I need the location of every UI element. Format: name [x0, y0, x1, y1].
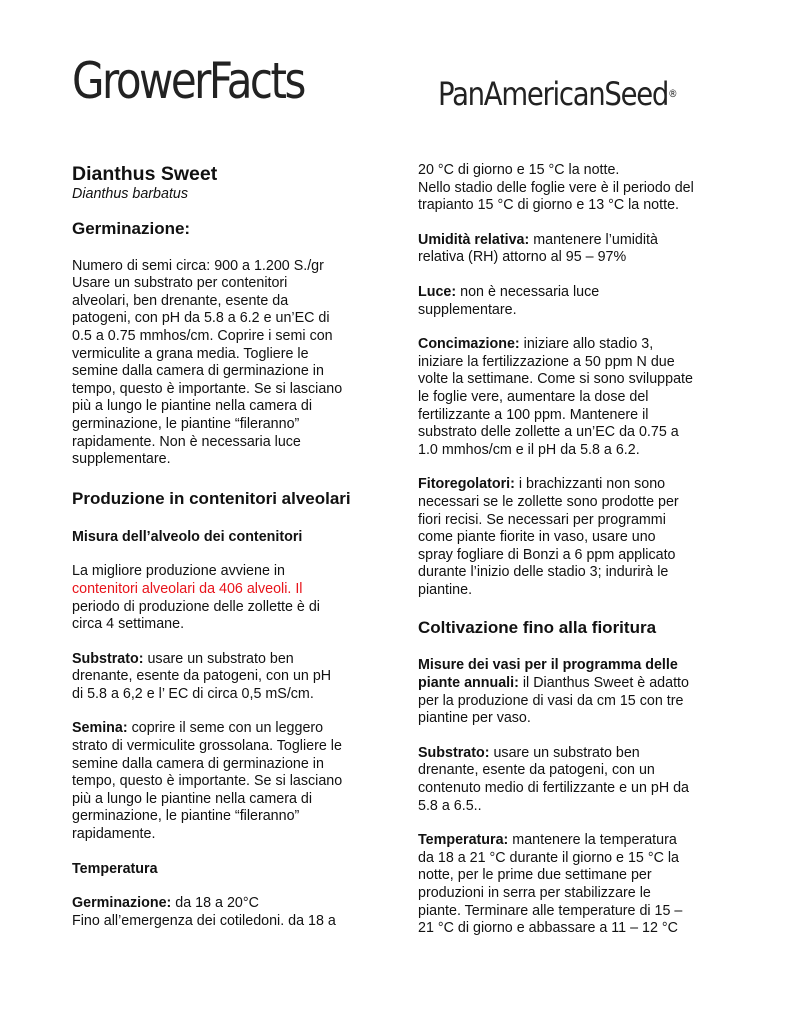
text-line: rapidamente.	[72, 826, 156, 843]
text-line: il Dianthus Sweet è adatto	[518, 675, 689, 692]
text-line: La migliore produzione avviene in	[72, 563, 285, 580]
substrate-label: Substrato:	[72, 650, 144, 667]
text-line: piante. Terminare alle temperature di 15 –	[418, 902, 683, 919]
text-line: non è necessaria luce	[456, 283, 600, 300]
text-line: più a lungo le piantine nella camera di	[72, 790, 313, 807]
finish-substrate-paragraph	[418, 745, 738, 815]
humidity-paragraph	[418, 232, 738, 267]
text-line: circa 4 settimane.	[72, 616, 185, 633]
text-line: Numero di semi circa: 900 a 1.200 S./gr	[72, 257, 324, 274]
text-line: piantine per vaso.	[418, 710, 531, 727]
sowing-paragraph	[72, 720, 380, 843]
growerfacts-logo: GrowerFacts	[72, 52, 304, 110]
pot-size-label: Misure dei vasi per il programma delle	[418, 657, 678, 674]
germination-temperature-paragraph	[72, 895, 380, 930]
cell-size-heading: Misura dell’alveolo dei contenitori	[72, 528, 303, 545]
text-line: 21 °C di giorno e abbassare a 11 – 12 °C	[418, 920, 678, 937]
text-line: contenuto medio di fertilizzante e un pH da	[418, 780, 690, 797]
plug-production-heading: Produzione in contenitori alveolari	[72, 488, 351, 508]
text-line: fiori recisi. Se necessari per programmi	[418, 511, 666, 528]
text-line: spray fogliare di Bonzi a 6 ppm applicato	[418, 546, 676, 563]
light-label: Luce:	[418, 283, 457, 300]
pot-size-label-end: piante annuali:	[418, 675, 519, 692]
text-line: le foglie vere, aumentare la dose del	[418, 388, 649, 405]
text-line: 5.8 a 6.5..	[418, 797, 482, 814]
text-line: supplementare.	[418, 301, 517, 318]
text-line: patogeni, con pH da 5.8 a 6.2 e un’EC di	[72, 310, 330, 327]
text-line: necessari se le zollette sono prodotte per	[418, 493, 679, 510]
text-line: notte, per le prime due settimane per	[418, 867, 652, 884]
right-column	[418, 162, 738, 938]
text-line: strato di vermiculite grossolana. Togliere le	[72, 738, 342, 755]
text-line: drenante, esente da patogeni, con un	[418, 762, 655, 779]
text-line: usare un substrato ben	[143, 650, 294, 667]
text-line: germinazione, le piantine “fileranno”	[72, 415, 300, 432]
germination-heading: Germinazione:	[72, 218, 191, 238]
growing-on-heading: Coltivazione fino alla fioritura	[418, 618, 657, 638]
text-line: 1.0 mmhos/cm e il pH da 5.8 a 6.2.	[418, 441, 640, 458]
text-line: iniziare allo stadio 3,	[519, 336, 654, 353]
text-line: rapidamente. Non è necessaria luce	[72, 433, 301, 450]
text-line: trapianto 15 °C di giorno e 13 °C la notte.	[418, 197, 679, 214]
text-line: volte la settimane. Come si sono sviluppate	[418, 371, 693, 388]
text-line: mantenere l’umidità	[529, 231, 658, 248]
text-line: alveolari, ben drenante, esente da	[72, 292, 289, 309]
left-column	[72, 162, 380, 930]
panamerican-seed-logo	[438, 75, 678, 113]
text-line: drenante, esente da patogeni, con un pH	[72, 668, 332, 685]
text-line: 0.5 a 0.75 mmhos/cm. Coprire i semi con	[72, 327, 333, 344]
text-line: coprire il seme con un leggero	[127, 720, 324, 737]
germination-temperature-label: Germinazione:	[72, 895, 172, 912]
temperature-continued	[418, 162, 738, 215]
text-line: come piante fiorite in vaso, usare uno	[418, 529, 656, 546]
pot-size-paragraph	[418, 657, 738, 727]
text-line: 20 °C di giorno e 15 °C la notte.	[418, 162, 620, 178]
text-line: da 18 a 20°C	[171, 895, 259, 912]
text-line: Nello stadio delle foglie vere è il periodo del	[418, 179, 694, 196]
text-line: mantenere la temperatura	[508, 832, 677, 849]
highlighted-text: contenitori alveolari da 406 alveoli. Il	[72, 580, 303, 597]
finish-substrate-label: Substrato:	[418, 744, 490, 761]
text-line: periodo di produzione delle zollette è di	[72, 598, 320, 615]
registered-mark: ®	[668, 87, 678, 100]
text-line: produzioni in serra per stabilizzare le	[418, 885, 651, 901]
text-line: semine dalla camera di germinazione in	[72, 363, 324, 380]
finish-temperature-label: Temperatura:	[418, 832, 509, 849]
botanical-name: Dianthus barbatus	[72, 186, 189, 202]
growth-regulators-label: Fitoregolatori:	[418, 476, 515, 493]
text-line: germinazione, le piantine “fileranno”	[72, 808, 300, 825]
light-paragraph	[418, 284, 738, 319]
text-line: fertilizzante a 100 ppm. Mantenere il	[418, 406, 649, 423]
text-line: più a lungo le piantine nella camera di	[72, 398, 313, 415]
temperature-heading: Temperatura	[72, 860, 158, 877]
text-line: relativa (RH) attorno al 95 – 97%	[418, 249, 627, 266]
text-line: piantine.	[418, 581, 473, 598]
growth-regulators-paragraph	[418, 476, 738, 599]
text-line: di 5.8 a 6,2 e l’ EC di circa 0,5 mS/cm.	[72, 685, 314, 702]
fertilization-label: Concimazione:	[418, 336, 520, 353]
text-line: semine dalla camera di germinazione in	[72, 755, 324, 772]
cell-size-text	[72, 563, 380, 633]
page-title: Dianthus Sweet	[72, 163, 218, 185]
germination-text	[72, 258, 380, 469]
text-line: durante l’inizio delle stadio 3; indurirà le	[418, 564, 669, 581]
text-line: Usare un substrato per contenitori	[72, 275, 288, 292]
panamerican-seed-logo-text: PanAmericanSeed	[438, 75, 669, 113]
text-line: i brachizzanti non sono	[514, 476, 666, 493]
finish-temperature-paragraph	[418, 832, 738, 938]
text-line: da 18 a 21 °C durante il giorno e 15 °C la	[418, 849, 680, 866]
text-line: vermiculite a grana media. Togliere le	[72, 345, 309, 362]
text-line: tempo, questo è importante. Se si lasciano	[72, 773, 343, 790]
sowing-label: Semina:	[72, 720, 128, 737]
text-line: tempo, questo è importante. Se si lasciano	[72, 380, 343, 397]
text-line: supplementare.	[72, 451, 171, 468]
text-line: iniziare la fertilizzazione a 50 ppm N due	[418, 353, 675, 370]
text-line: per la produzione di vasi da cm 15 con tre	[418, 692, 684, 709]
humidity-label: Umidità relativa:	[418, 231, 530, 248]
text-line: substrato delle zollette a un’EC da 0.75 a	[418, 424, 679, 441]
fertilization-paragraph	[418, 336, 738, 459]
substrate-paragraph	[72, 651, 380, 704]
text-line: Fino all’emergenza dei cotiledoni. da 18 a	[72, 912, 336, 929]
text-line: usare un substrato ben	[489, 744, 640, 761]
